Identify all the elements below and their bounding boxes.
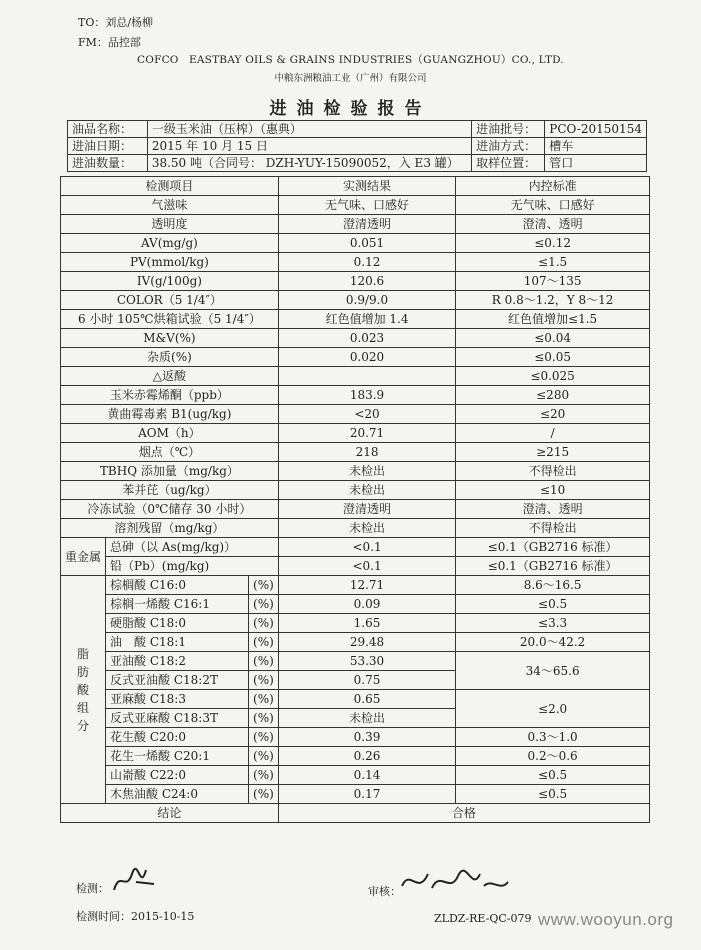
item-standard: 红色值增加≤1.5	[456, 310, 650, 329]
fatty-acid-result: 0.17	[278, 785, 455, 804]
header-item: 检测项目	[61, 177, 279, 196]
quantity-value: 38.50 吨（合同号： DZH-YUY-15090052，入 E3 罐）	[147, 155, 471, 172]
tester-signature	[110, 862, 160, 898]
report-title: 进油检验报告	[269, 99, 432, 119]
fatty-acid-label	[61, 576, 106, 804]
reviewer-label: 审核：	[368, 885, 401, 898]
product-value: 一级玉米油（压榨）（惠典）	[147, 121, 471, 138]
fatty-acid-result: 0.65	[278, 690, 455, 709]
fatty-acid-unit: (%)	[249, 576, 279, 595]
item-standard: 澄清、透明	[456, 500, 650, 519]
fatty-acid-result: 0.26	[278, 747, 455, 766]
fatty-acid-unit: (%)	[249, 728, 279, 747]
fatty-acid-name: 油 酸 C18:1	[106, 633, 249, 652]
item-result: 未检出	[278, 481, 455, 500]
item-standard: ≤20	[456, 405, 650, 424]
item-name: IV(g/100g)	[61, 272, 279, 291]
item-result: <0.1	[278, 557, 455, 576]
fatty-acid-standard: 34～65.6	[456, 652, 650, 690]
fatty-acid-name: 花生一烯酸 C20:1	[106, 747, 249, 766]
fatty-acid-standard: ≤0.5	[456, 766, 650, 785]
fatty-acid-standard: ≤0.5	[456, 595, 650, 614]
table-row	[61, 329, 650, 348]
table-row	[61, 652, 650, 671]
fatty-acid-standard: ≤0.5	[456, 785, 650, 804]
date-label: 进油日期：	[68, 138, 148, 155]
item-standard: 107～135	[456, 272, 650, 291]
fatty-acid-name: 反式亚麻酸 C18:3T	[106, 709, 249, 728]
table-row	[61, 405, 650, 424]
item-result: 218	[278, 443, 455, 462]
company-name-en: COFCO EASTBAY OILS & GRAINS INDUSTRIES（GUANGZHOU）CO., LTD.	[137, 54, 564, 66]
batch-label: 进油批号：	[472, 121, 545, 138]
item-result: 澄清透明	[278, 215, 455, 234]
fatty-acid-name: 反式亚油酸 C18:2T	[106, 671, 249, 690]
item-result: 0.023	[278, 329, 455, 348]
fatty-acid-result: 0.39	[278, 728, 455, 747]
item-result: 0.12	[278, 253, 455, 272]
item-result: 20.71	[278, 424, 455, 443]
table-row	[61, 728, 650, 747]
item-standard: ≥215	[456, 443, 650, 462]
item-name: TBHQ 添加量（mg/kg）	[61, 462, 279, 481]
sample-value: 管口	[545, 155, 647, 172]
item-name: COLOR（5 1/4″）	[61, 291, 279, 310]
table-row	[61, 443, 650, 462]
item-name: 6 小时 105℃烘箱试验（5 1/4″）	[61, 310, 279, 329]
fatty-acid-result: 12.71	[278, 576, 455, 595]
fatty-acid-unit: (%)	[249, 595, 279, 614]
sample-label: 取样位置：	[472, 155, 545, 172]
fatty-acid-unit: (%)	[249, 690, 279, 709]
fatty-acid-label-text: 脂肪酸组分	[76, 646, 89, 733]
table-row	[61, 481, 650, 500]
test-date-value: 2015-10-15	[131, 910, 195, 923]
method-label: 进油方式：	[472, 138, 545, 155]
item-result: 无气味、口感好	[278, 196, 455, 215]
company-name-cn: 中粮东洲粮油工业（广州）有限公司	[274, 73, 427, 84]
item-name: 冷冻试验（0℃储存 30 小时）	[61, 500, 279, 519]
item-name: 杂质(%)	[61, 348, 279, 367]
table-row	[61, 538, 650, 557]
table-row	[61, 386, 650, 405]
table-row	[61, 519, 650, 538]
fatty-acid-name: 花生酸 C20:0	[106, 728, 249, 747]
fatty-acid-name: 硬脂酸 C18:0	[106, 614, 249, 633]
fatty-acid-standard: ≤2.0	[456, 690, 650, 728]
table-row	[61, 215, 650, 234]
item-result: 0.020	[278, 348, 455, 367]
fatty-acid-name: 亚麻酸 C18:3	[106, 690, 249, 709]
test-date-label: 检测时间：	[76, 910, 131, 923]
item-name: 总砷（以 As(mg/kg)）	[106, 538, 279, 557]
item-result: 0.9/9.0	[278, 291, 455, 310]
item-name: 溶剂残留（mg/kg）	[61, 519, 279, 538]
item-standard: ≤0.05	[456, 348, 650, 367]
item-result: 120.6	[278, 272, 455, 291]
table-row	[61, 424, 650, 443]
table-header-row	[61, 177, 650, 196]
fatty-acid-result: 0.09	[278, 595, 455, 614]
quantity-label: 进油数量：	[68, 155, 148, 172]
item-name: 黄曲霉毒素 B1(ug/kg)	[61, 405, 279, 424]
item-result: 红色值增加 1.4	[278, 310, 455, 329]
item-standard: ≤1.5	[456, 253, 650, 272]
table-row	[61, 196, 650, 215]
fatty-acid-standard: 8.6～16.5	[456, 576, 650, 595]
document-code: ZLDZ-RE-QC-079	[434, 912, 532, 925]
item-standard: ≤0.04	[456, 329, 650, 348]
watermark: www.wooyun.org	[538, 910, 674, 929]
item-result: 澄清透明	[278, 500, 455, 519]
table-row	[61, 500, 650, 519]
item-name: 苯并芘（ug/kg）	[61, 481, 279, 500]
info-table	[67, 120, 647, 172]
to-line: TO：刘总/杨柳	[78, 16, 154, 29]
item-standard: /	[456, 424, 650, 443]
conclusion-label: 结论	[61, 804, 279, 823]
table-row	[61, 462, 650, 481]
fatty-acid-standard: 0.2～0.6	[456, 747, 650, 766]
fatty-acid-unit: (%)	[249, 614, 279, 633]
table-row	[61, 576, 650, 595]
item-result: 0.051	[278, 234, 455, 253]
item-standard: 不得检出	[456, 462, 650, 481]
product-label: 油品名称：	[68, 121, 148, 138]
table-row	[61, 690, 650, 709]
item-result: 未检出	[278, 519, 455, 538]
item-name: 透明度	[61, 215, 279, 234]
item-result: <20	[278, 405, 455, 424]
table-row	[61, 253, 650, 272]
fatty-acid-unit: (%)	[249, 785, 279, 804]
table-row	[61, 785, 650, 804]
item-name: 玉米赤霉烯酮（ppb）	[61, 386, 279, 405]
table-row	[61, 595, 650, 614]
fatty-acid-result: 53.30	[278, 652, 455, 671]
item-result	[278, 367, 455, 386]
item-standard: ≤0.025	[456, 367, 650, 386]
fatty-acid-standard: ≤3.3	[456, 614, 650, 633]
fatty-acid-result: 29.48	[278, 633, 455, 652]
fatty-acid-result: 0.14	[278, 766, 455, 785]
fatty-acid-unit: (%)	[249, 709, 279, 728]
fatty-acid-name: 木焦油酸 C24:0	[106, 785, 249, 804]
table-row	[61, 557, 650, 576]
from-line: FM：品控部	[78, 36, 141, 49]
item-standard: ≤0.1（GB2716 标准）	[456, 538, 650, 557]
table-row	[61, 614, 650, 633]
item-result: 183.9	[278, 386, 455, 405]
fatty-acid-unit: (%)	[249, 747, 279, 766]
fatty-acid-result: 未检出	[278, 709, 455, 728]
header-standard: 内控标准	[456, 177, 650, 196]
item-standard: 澄清、透明	[456, 215, 650, 234]
table-row	[61, 367, 650, 386]
batch-value: PCO-20150154	[545, 121, 647, 138]
fatty-acid-name: 棕榈酸 C16:0	[106, 576, 249, 595]
table-row	[61, 234, 650, 253]
item-standard: ≤10	[456, 481, 650, 500]
item-standard: ≤0.1（GB2716 标准）	[456, 557, 650, 576]
item-name: 气滋味	[61, 196, 279, 215]
item-name: 铅（Pb）(mg/kg)	[106, 557, 279, 576]
fatty-acid-unit: (%)	[249, 671, 279, 690]
fatty-acid-name: 山嵛酸 C22:0	[106, 766, 249, 785]
fatty-acid-name: 棕榈一烯酸 C16:1	[106, 595, 249, 614]
fatty-acid-unit: (%)	[249, 652, 279, 671]
method-value: 槽车	[545, 138, 647, 155]
table-row	[61, 633, 650, 652]
table-row	[61, 747, 650, 766]
tester-label: 检测：	[76, 882, 109, 895]
conclusion-row	[61, 804, 650, 823]
item-result: <0.1	[278, 538, 455, 557]
fatty-acid-name: 亚油酸 C18:2	[106, 652, 249, 671]
fatty-acid-result: 1.65	[278, 614, 455, 633]
item-standard: 无气味、口感好	[456, 196, 650, 215]
date-value: 2015 年 10 月 15 日	[147, 138, 471, 155]
table-row	[61, 310, 650, 329]
conclusion-value: 合格	[278, 804, 649, 823]
item-name: AOM（h）	[61, 424, 279, 443]
item-standard: ≤280	[456, 386, 650, 405]
results-table	[60, 176, 650, 823]
fatty-acid-result: 0.75	[278, 671, 455, 690]
fatty-acid-unit: (%)	[249, 766, 279, 785]
table-row	[61, 766, 650, 785]
item-standard: R 0.8～1.2，Y 8～12	[456, 291, 650, 310]
header-result: 实测结果	[278, 177, 455, 196]
item-standard: 不得检出	[456, 519, 650, 538]
fatty-acid-standard: 0.3～1.0	[456, 728, 650, 747]
fatty-acid-standard: 20.0～42.2	[456, 633, 650, 652]
item-name: PV(mmol/kg)	[61, 253, 279, 272]
test-date	[76, 908, 194, 924]
heavy-metal-label: 重金属	[61, 538, 106, 576]
item-name: △返酸	[61, 367, 279, 386]
fatty-acid-unit: (%)	[249, 633, 279, 652]
item-result: 未检出	[278, 462, 455, 481]
item-name: AV(mg/g)	[61, 234, 279, 253]
item-name: 烟点（℃）	[61, 443, 279, 462]
item-name: M&V(%)	[61, 329, 279, 348]
item-standard: ≤0.12	[456, 234, 650, 253]
table-row	[61, 348, 650, 367]
table-row	[61, 272, 650, 291]
reviewer-signature	[398, 864, 513, 900]
table-row	[61, 291, 650, 310]
